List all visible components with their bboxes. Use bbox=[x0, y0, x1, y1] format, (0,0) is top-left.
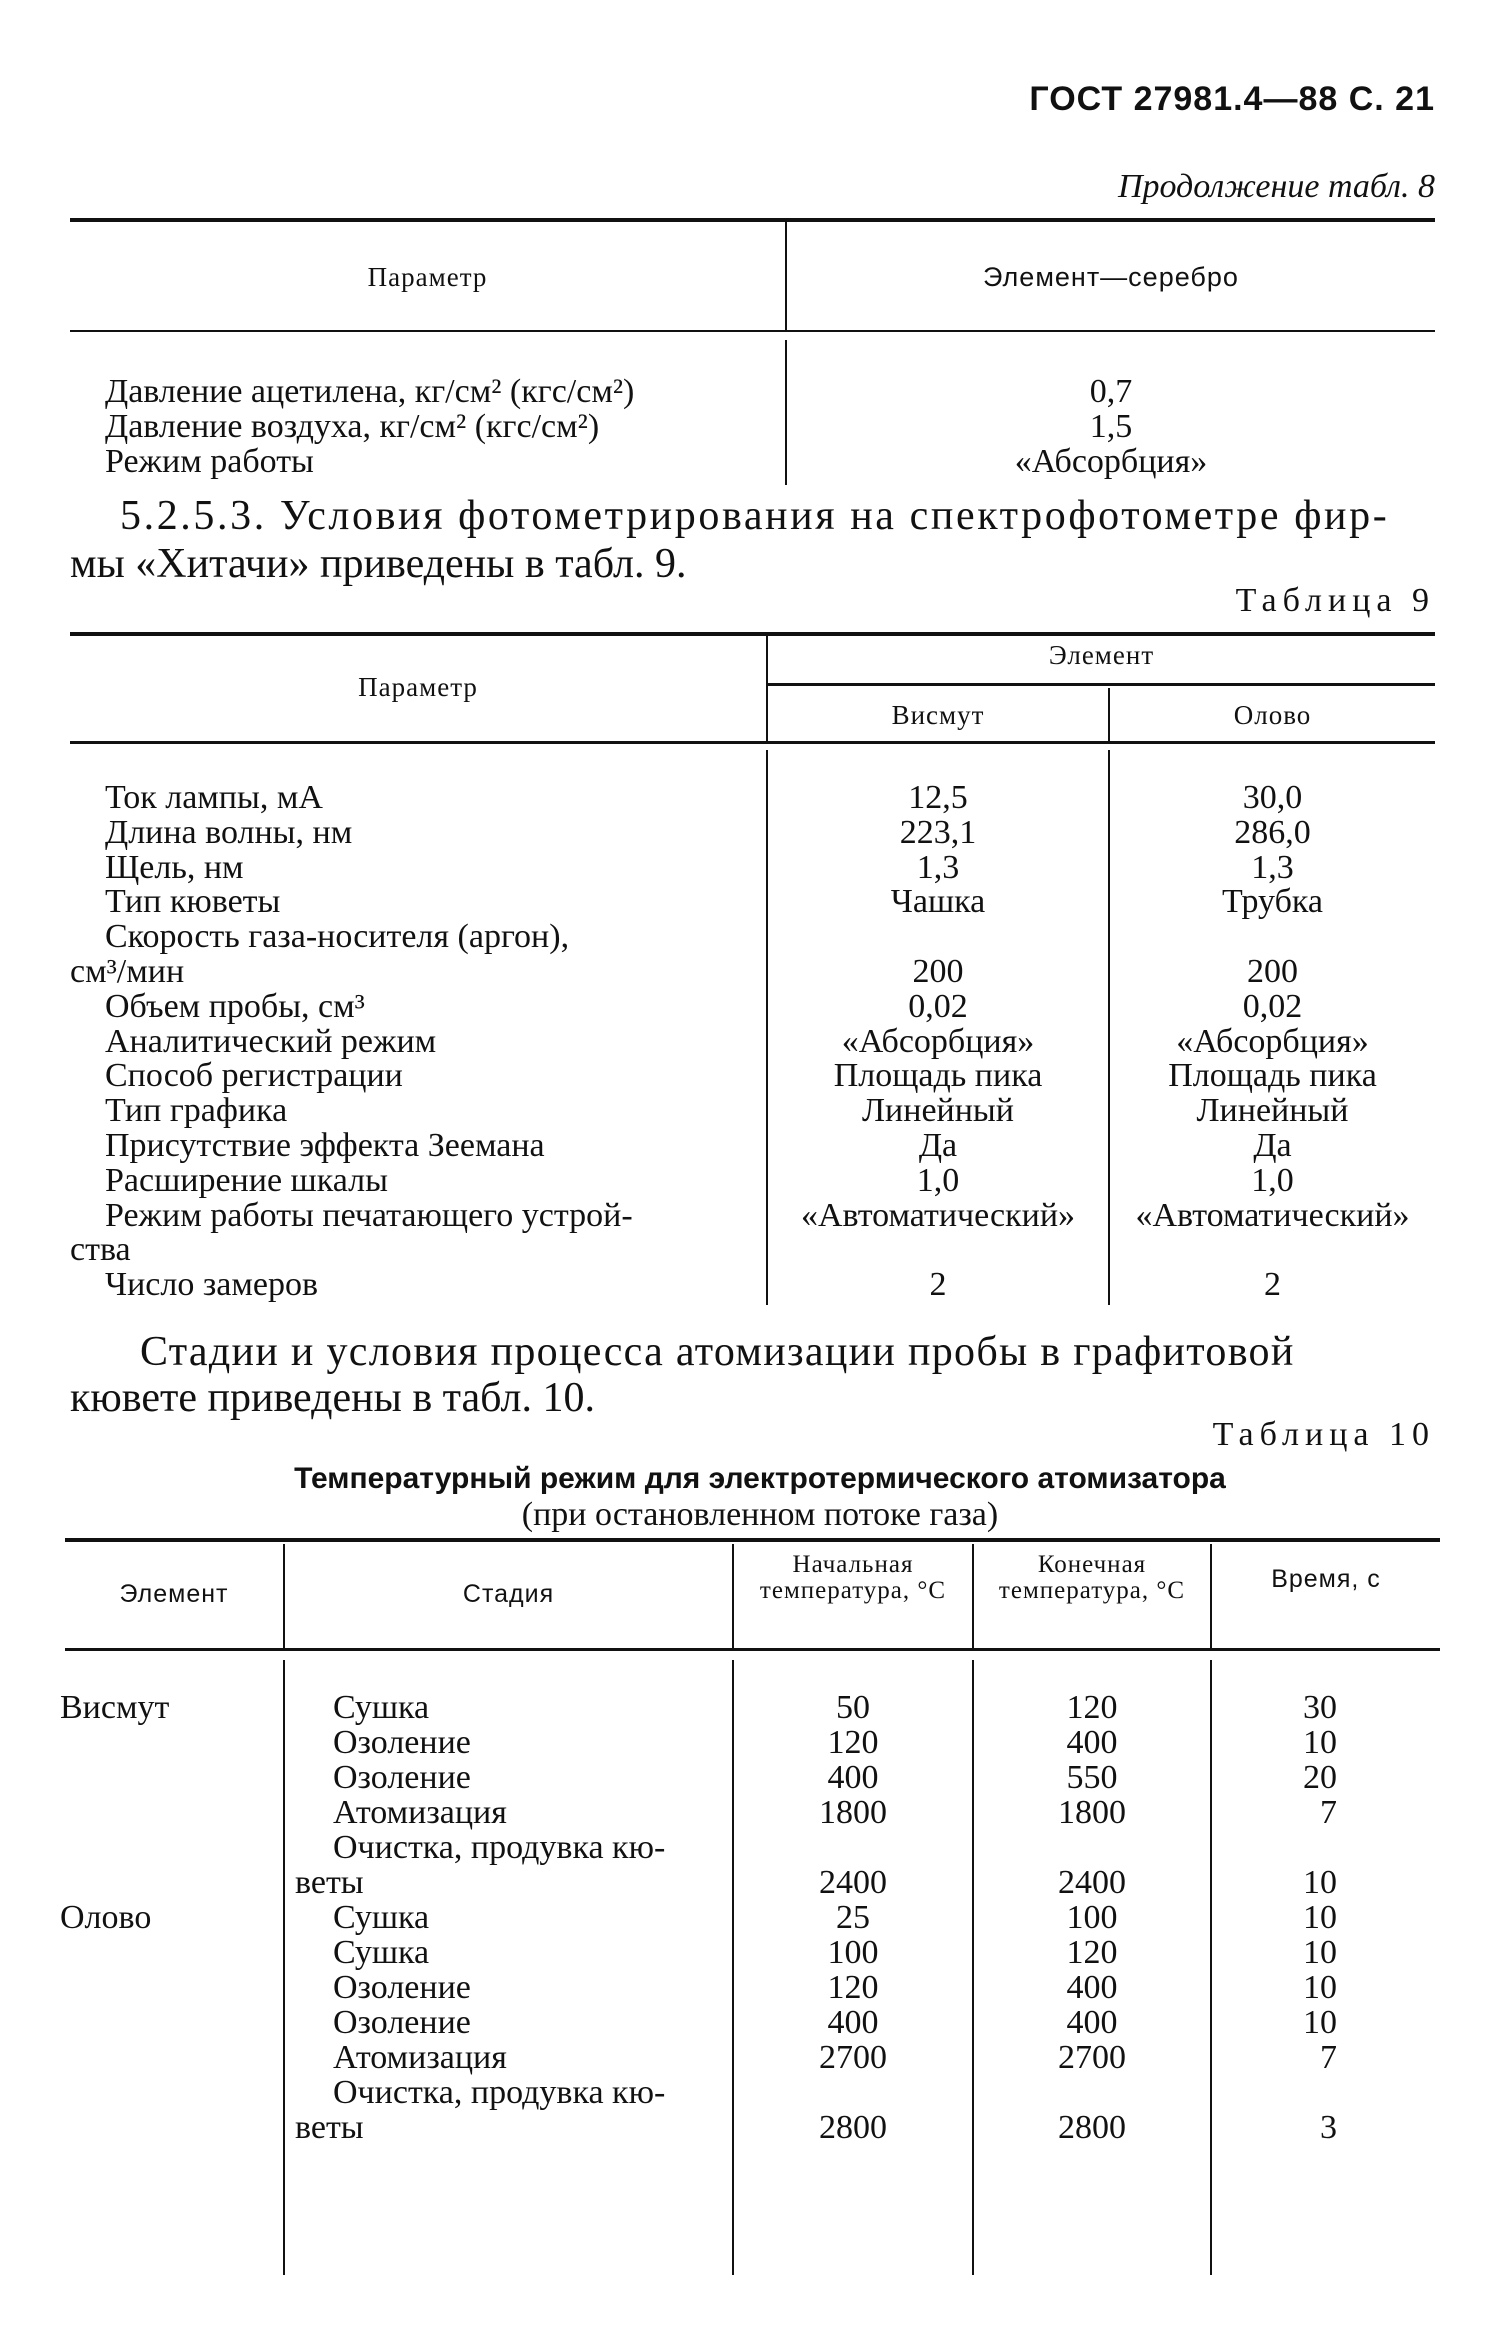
table10-time-cell: 7 bbox=[1320, 1794, 1337, 1831]
table8-param-cell: Режим работы bbox=[105, 443, 314, 480]
table9-param-cell: Скорость газа-носителя (аргон), bbox=[105, 918, 570, 955]
table9-param-cell: Щель, нм bbox=[105, 849, 244, 886]
table9-param-cell: Режим работы печатающего устрой- bbox=[105, 1197, 633, 1234]
table9-sn-cell: 286,0 bbox=[1234, 814, 1311, 851]
table9-param-cell: Присутствие эффекта Зеемана bbox=[105, 1127, 545, 1164]
table9-sn-cell: Площадь пика bbox=[1168, 1057, 1377, 1094]
table8-value-cell: «Абсорбция» bbox=[1014, 443, 1208, 480]
table9-sn-cell: «Автоматический» bbox=[1135, 1197, 1410, 1234]
table8-param-cell: Давление ацетилена, кг/см² (кгс/см²) bbox=[105, 373, 635, 410]
table10-stage-cell: Очистка, продувка кю- bbox=[333, 1829, 666, 1866]
paragraph-stages-line1: Стадии и условия процесса атомизации пробы в графитовой bbox=[140, 1329, 1295, 1375]
table10-header-divider-4 bbox=[1210, 1544, 1212, 1648]
table9-param-cell: см³/мин bbox=[70, 953, 185, 990]
table10-start-cell: 400 bbox=[827, 2004, 879, 2041]
table8-header-rule bbox=[70, 330, 1435, 332]
table9-sn-cell: 200 bbox=[1247, 953, 1298, 990]
table10-stage-cell: Сушка bbox=[333, 1899, 430, 1936]
table8-top-rule bbox=[70, 218, 1435, 222]
table9-bi-cell: Линейный bbox=[862, 1092, 1014, 1129]
table10-start-cell: 100 bbox=[827, 1934, 879, 1971]
table8-param-cell: Давление воздуха, кг/см² (кгс/см²) bbox=[105, 408, 600, 445]
table10-time-cell: 10 bbox=[1303, 1899, 1337, 1936]
table10-end-cell: 400 bbox=[1066, 2004, 1118, 2041]
table9-param-cell: Объем пробы, см³ bbox=[105, 988, 365, 1025]
table10-end-cell: 400 bbox=[1066, 1724, 1118, 1761]
table10-subtitle: (при остановленном потоке газа) bbox=[521, 1496, 999, 1533]
table9-sn-cell: Линейный bbox=[1196, 1092, 1349, 1129]
table10-stage-cell: веты bbox=[295, 2109, 364, 2146]
table10-start-cell: 50 bbox=[836, 1689, 870, 1726]
table9-param-cell: Ток лампы, мА bbox=[105, 779, 323, 816]
table10-end-cell: 100 bbox=[1066, 1899, 1118, 1936]
table10-end-cell: 550 bbox=[1066, 1759, 1118, 1796]
table9-bi-cell: «Автоматический» bbox=[800, 1197, 1076, 1234]
table9-sn-cell: 2 bbox=[1264, 1266, 1281, 1303]
table10-stage-cell: Очистка, продувка кю- bbox=[333, 2074, 666, 2111]
table10-time-cell: 20 bbox=[1303, 1759, 1337, 1796]
table9-bi-cell: 12,5 bbox=[908, 779, 968, 816]
table10-stage-cell: Атомизация bbox=[333, 1794, 507, 1831]
table9-top-rule bbox=[70, 632, 1435, 636]
table10-stage-cell: Атомизация bbox=[333, 2039, 507, 2076]
table10-element-cell: Олово bbox=[60, 1899, 152, 1936]
table10-start-cell: 25 bbox=[836, 1899, 870, 1936]
table9-bi-cell: 1,3 bbox=[916, 849, 960, 886]
table10-time-cell: 10 bbox=[1303, 1724, 1337, 1761]
table8-value-cell: 0,7 bbox=[1089, 373, 1133, 410]
table9-sn-cell: «Абсорбция» bbox=[1176, 1023, 1369, 1060]
table10-header-rule bbox=[65, 1648, 1440, 1651]
table9-bi-cell: Площадь пика bbox=[833, 1057, 1043, 1094]
table9-param-cell: Число замеров bbox=[105, 1266, 319, 1303]
table9-sn-cell: 1,0 bbox=[1251, 1162, 1294, 1199]
table10-caption: Таблица 10 bbox=[1212, 1416, 1435, 1453]
table8-col-value: Элемент—серебро bbox=[983, 262, 1239, 292]
table10-time-cell: 10 bbox=[1303, 1934, 1337, 1971]
table10-stage-cell: Озоление bbox=[333, 1969, 471, 2006]
table10-end-cell: 1800 bbox=[1058, 1794, 1126, 1831]
table10-time-cell: 10 bbox=[1303, 2004, 1337, 2041]
table10-col-stage: Стадия bbox=[462, 1580, 555, 1608]
table9-subheader-rule bbox=[768, 683, 1435, 686]
table9-sn-cell: 0,02 bbox=[1242, 988, 1303, 1025]
table10-col-start: Начальная температура, °С bbox=[759, 1551, 947, 1604]
table9-bi-cell: 223,1 bbox=[899, 814, 977, 851]
table10-col-element: Элемент bbox=[119, 1580, 229, 1608]
table9-sn-cell: Да bbox=[1253, 1127, 1292, 1164]
table10-end-cell: 400 bbox=[1066, 1969, 1118, 2006]
table9-col-sn: Олово bbox=[1233, 700, 1312, 730]
table10-time-cell: 10 bbox=[1303, 1969, 1337, 2006]
table9-param-cell: Расширение шкалы bbox=[105, 1162, 388, 1199]
table10-title: Температурный режим для электротермического атомизатора bbox=[294, 1462, 1226, 1495]
table9-sn-cell: Трубка bbox=[1222, 883, 1323, 920]
table8-value-cell: 1,5 bbox=[1089, 408, 1133, 445]
page-header: ГОСТ 27981.4—88 С. 21 bbox=[1029, 80, 1435, 118]
paragraph-5-2-5-3-line2: мы «Хитачи» приведены в табл. 9. bbox=[70, 541, 687, 587]
table10-start-cell: 120 bbox=[827, 1724, 879, 1761]
table9-bi-cell: Да bbox=[918, 1127, 958, 1164]
table9-caption: Таблица 9 bbox=[1235, 582, 1435, 619]
table9-param-cell: Способ регистрации bbox=[105, 1057, 403, 1094]
table8-continuation: Продолжение табл. 8 bbox=[1117, 168, 1435, 205]
table10-start-cell: 400 bbox=[827, 1759, 879, 1796]
table9-bi-cell: «Абсорбция» bbox=[841, 1023, 1035, 1060]
table10-start-cell: 2700 bbox=[819, 2039, 887, 2076]
table9-header-rule bbox=[70, 741, 1435, 744]
table10-time-cell: 30 bbox=[1303, 1689, 1337, 1726]
table10-time-cell: 10 bbox=[1303, 1864, 1337, 1901]
table10-end-cell: 120 bbox=[1066, 1934, 1118, 1971]
table10-time-cell: 7 bbox=[1320, 2039, 1337, 2076]
table9-bi-cell: 200 bbox=[912, 953, 964, 990]
table10-element-cell: Висмут bbox=[60, 1689, 170, 1726]
table10-start-cell: 2800 bbox=[819, 2109, 887, 2146]
paragraph-stages-line2: кювете приведены в табл. 10. bbox=[70, 1375, 595, 1421]
table9-param-cell: Тип кюветы bbox=[105, 883, 281, 920]
table10-stage-cell: Озоление bbox=[333, 1759, 471, 1796]
table10-col-time: Время, с bbox=[1271, 1565, 1381, 1593]
table9-sn-cell: 1,3 bbox=[1251, 849, 1294, 886]
table10-col-end: Конечная температура, °С bbox=[998, 1551, 1186, 1604]
table9-col-element: Элемент bbox=[1048, 640, 1155, 670]
table10-start-cell: 2400 bbox=[819, 1864, 887, 1901]
table10-end-cell: 2800 bbox=[1058, 2109, 1126, 2146]
table10-end-cell: 120 bbox=[1066, 1689, 1118, 1726]
table10-end-cell: 2400 bbox=[1058, 1864, 1126, 1901]
table10-start-cell: 1800 bbox=[819, 1794, 887, 1831]
table9-col-bi: Висмут bbox=[891, 700, 985, 730]
table9-param-cell: Тип графика bbox=[105, 1092, 288, 1129]
table9-bi-cell: Чашка bbox=[890, 883, 986, 920]
table9-col-param: Параметр bbox=[358, 672, 478, 702]
table9-param-cell: Аналитический режим bbox=[105, 1023, 437, 1060]
table9-bi-cell: 0,02 bbox=[908, 988, 968, 1025]
paragraph-5-2-5-3-line1: 5.2.5.3. Условия фотометрирования на спектрофотометре фир- bbox=[120, 493, 1390, 539]
table9-sn-cell: 30,0 bbox=[1242, 779, 1303, 816]
table10-time-cell: 3 bbox=[1320, 2109, 1337, 2146]
table10-top-rule bbox=[65, 1538, 1440, 1542]
table10-start-cell: 120 bbox=[827, 1969, 879, 2006]
table10-body-divider-1 bbox=[283, 1660, 285, 2275]
table10-stage-cell: веты bbox=[295, 1864, 364, 1901]
table9-param-cell: Длина волны, нм bbox=[105, 814, 353, 851]
table9-param-cell: ства bbox=[70, 1231, 131, 1268]
table9-bi-cell: 1,0 bbox=[916, 1162, 960, 1199]
table10-stage-cell: Озоление bbox=[333, 2004, 471, 2041]
table9-bi-cell: 2 bbox=[929, 1266, 947, 1303]
table10-stage-cell: Сушка bbox=[333, 1934, 430, 1971]
table10-end-cell: 2700 bbox=[1058, 2039, 1126, 2076]
table10-stage-cell: Озоление bbox=[333, 1724, 471, 1761]
table8-col-param: Параметр bbox=[367, 262, 488, 292]
table10-stage-cell: Сушка bbox=[333, 1689, 430, 1726]
